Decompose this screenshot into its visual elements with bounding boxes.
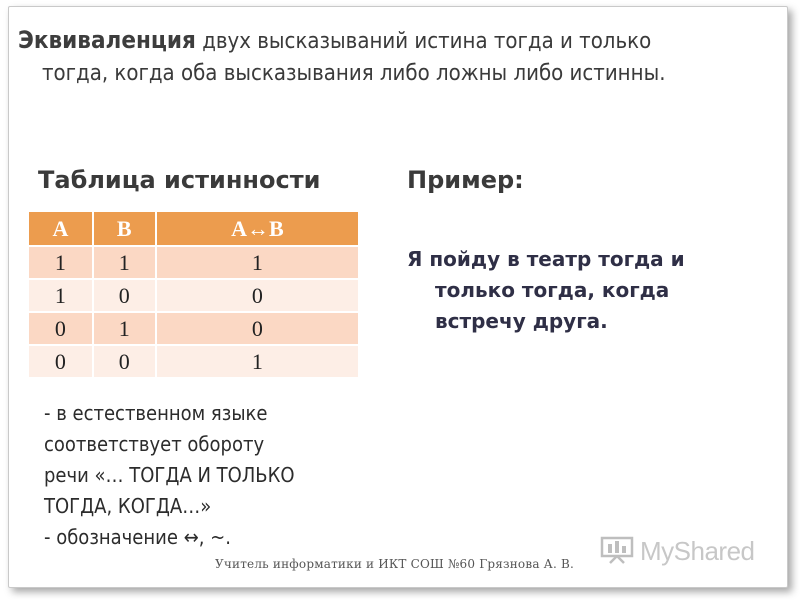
column-header-a: A <box>29 212 93 246</box>
table-cell: 0 <box>156 279 358 312</box>
table-cell: 0 <box>29 312 93 345</box>
natural-language-note <box>44 398 374 553</box>
table-cell: 0 <box>93 279 156 312</box>
table-cell: 1 <box>156 345 358 377</box>
definition-term: Эквиваленция <box>18 26 196 54</box>
example-text <box>407 244 747 337</box>
watermark-logo <box>600 534 755 568</box>
table-cell: 1 <box>93 312 156 345</box>
note-line-4: ТОГДА, КОГДА…» <box>44 494 212 518</box>
presentation-board-icon <box>600 534 634 568</box>
table-cell: 0 <box>93 345 156 377</box>
table-cell: 1 <box>156 246 358 279</box>
table-row <box>29 246 358 279</box>
definition-line-1: двух высказываний истина тогда и только <box>195 29 652 54</box>
table-cell: 1 <box>93 246 156 279</box>
example-line-2: только тогда, когда <box>435 278 670 302</box>
note-line-2: соответствует обороту <box>44 432 265 456</box>
table-cell: 0 <box>29 345 93 377</box>
column-header-b: B <box>93 212 156 246</box>
table-cell: 1 <box>29 279 93 312</box>
note-line-1: - в естественном языке <box>44 401 268 425</box>
truth-table-header-row <box>29 212 358 246</box>
definition-text <box>18 24 763 90</box>
example-line-3: встречу друга. <box>435 309 608 333</box>
table-row <box>29 345 358 377</box>
note-line-3: речи «… ТОГДА И ТОЛЬКО <box>44 463 295 487</box>
definition-line-2: тогда, когда оба высказывания либо ложны либо истинны. <box>42 61 666 86</box>
example-heading: Пример: <box>407 166 524 194</box>
table-row <box>29 312 358 345</box>
table-cell: 0 <box>156 312 358 345</box>
truth-table-heading: Таблица истинности <box>38 166 321 194</box>
table-row <box>29 279 358 312</box>
table-cell: 1 <box>29 246 93 279</box>
example-line-1: Я пойду в театр тогда и <box>407 247 685 271</box>
author-footer: Учитель информатики и ИКТ СОШ №60 Грязнова А. В. <box>215 557 575 571</box>
truth-table <box>29 212 358 377</box>
column-header-equivalence: A↔B <box>156 212 358 246</box>
note-line-5: - обозначение ↔, ~. <box>44 525 231 549</box>
watermark-text: MyShared <box>640 535 755 566</box>
